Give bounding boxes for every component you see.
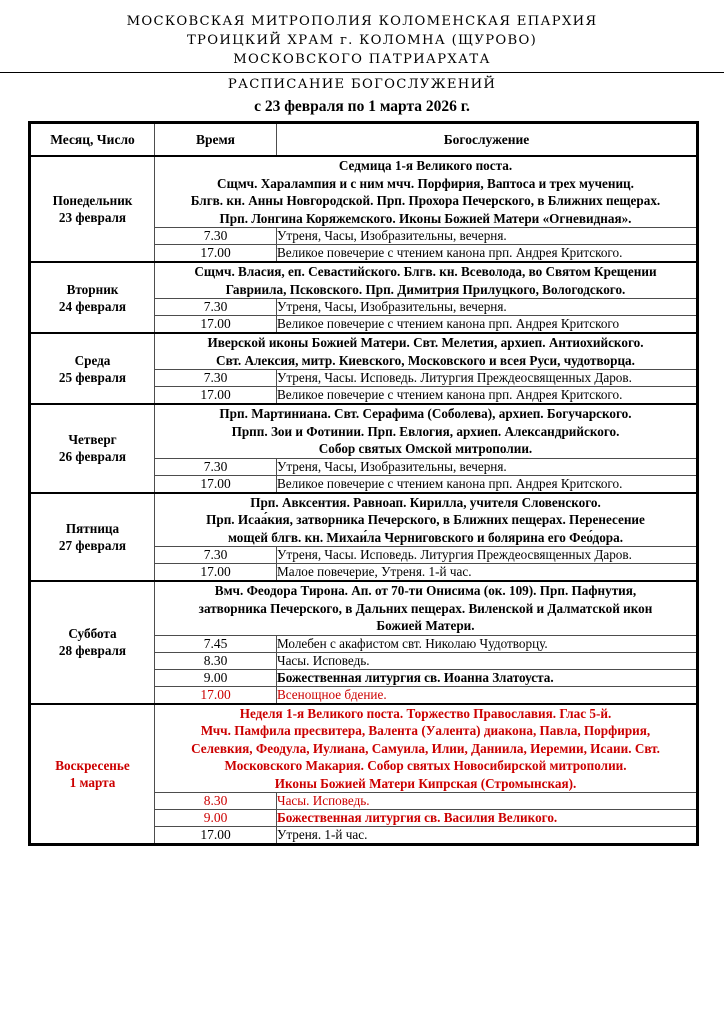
feast-heading-5 [155, 493, 698, 547]
feast-heading-line: Седмица 1-я Великого поста. [338, 158, 513, 173]
feast-heading-line: Неделя 1-я Великого поста. Торжество Православия. Глас 5-й. [239, 705, 612, 721]
day-date: 25 февраля [58, 369, 127, 385]
schedule-title: РАСПИСАНИЕ БОГОСЛУЖЕНИЙ [227, 77, 497, 92]
schedule-table [28, 121, 699, 846]
day-name: Суббота [68, 626, 117, 642]
feast-heading-line: Сщмч. Власия, еп. Севастийского. Блгв. кн. Всеволода, во Святом Крещении [194, 264, 657, 279]
feast-heading-line: Прп. Авксентия. Равноап. Кирилла, учителя Словенского. [250, 494, 601, 510]
feast-heading-line: Свт. Алексия, митр. Киевского, Московского и всея Руси, чудотворца. [216, 352, 635, 368]
service-description: Великое повечерие с чтением канона прп. Андрея Критского [277, 316, 698, 334]
feast-heading-line: Иверской иконы Божией Матери. Свт. Мелетия, архиеп. Антиохийского. [207, 335, 644, 350]
document-header [0, 0, 724, 121]
service-time: 17.00 [155, 245, 277, 263]
day-label-2 [30, 262, 155, 333]
service-time: 17.00 [155, 475, 277, 493]
service-description: Утреня, Часы, Изобразительны, вечерня. [277, 228, 698, 245]
service-time: 9.00 [155, 669, 277, 686]
feast-heading-1 [155, 156, 698, 228]
feast-heading-line: Божией Матери. [376, 618, 475, 633]
feast-heading-line: Гавриила, Псковского. Прп. Димитрия Прилуцкого, Вологодского. [225, 281, 626, 297]
feast-heading-line: Мчч. Памфила пресвитера, Валента (Уалента) диакона, Павла, Порфирия, [200, 723, 651, 738]
day-label-5 [30, 493, 155, 582]
service-description: Великое повечерие с чтением канона прп. Андрея Критского. [277, 387, 698, 405]
feast-heading-line: Прп. Лонгина Коряжемского. Иконы Божией Матери «Огневидная». [219, 210, 632, 226]
day-label-4 [30, 404, 155, 493]
feast-heading-line: Московского Макария. Собор святых Новосибирской митрополии. [224, 758, 627, 773]
service-description: Утреня, Часы, Изобразительны, вечерня. [277, 458, 698, 475]
day-label-6 [30, 581, 155, 704]
service-time: 8.30 [155, 652, 277, 669]
date-range: с 23 февраля по 1 марта 2026 г. [254, 98, 470, 115]
day-name: Четверг [68, 432, 117, 448]
feast-heading-line: Вмч. Феодора Тирона. Ап. от 70-ти Онисима (ок. 109). Прп. Пафнутия, [214, 583, 637, 598]
day-name: Пятница [65, 520, 120, 536]
service-description: Великое повечерие с чтением канона прп. Андрея Критского. [277, 245, 698, 263]
day-label-7 [30, 704, 155, 845]
schedule-table-wrapper [0, 121, 724, 846]
service-time: 7.30 [155, 458, 277, 475]
service-time: 7.45 [155, 635, 277, 652]
day-date: 1 марта [69, 774, 116, 790]
day-block-heading-row [30, 333, 698, 370]
service-description: Всенощное бдение. [277, 686, 698, 704]
org-line-3: МОСКОВСКОГО ПАТРИАРХАТА [233, 52, 491, 67]
day-name: Понедельник [52, 193, 133, 208]
day-block-heading-row [30, 704, 698, 793]
service-time: 7.30 [155, 370, 277, 387]
service-time: 7.30 [155, 299, 277, 316]
day-block-heading-row [30, 581, 698, 635]
service-description: Утреня, Часы. Исповедь. Литургия Преждеосвященных Даров. [277, 370, 698, 387]
service-time: 17.00 [155, 827, 277, 845]
service-description: Утреня, Часы. Исповедь. Литургия Преждеосвященных Даров. [277, 547, 698, 564]
feast-heading-4 [155, 404, 698, 458]
service-description: Божественная литургия св. Иоанна Златоуста. [277, 669, 698, 686]
day-date: 23 февраля [58, 210, 127, 225]
feast-heading-line: Селевкия, Феодула, Иулиана, Самуила, Илии, Даниила, Иеремии, Исаии. Свт. [191, 740, 660, 756]
day-block-heading-row [30, 262, 698, 299]
service-description: Утреня, Часы, Изобразительны, вечерня. [277, 299, 698, 316]
column-header-time: Время [155, 123, 277, 157]
service-time: 7.30 [155, 228, 277, 245]
day-date: 26 февраля [58, 449, 127, 465]
day-label-1 [30, 156, 155, 262]
org-line-1: МОСКОВСКАЯ МИТРОПОЛИЯ КОЛОМЕНСКАЯ ЕПАРХИЯ [126, 14, 598, 29]
service-description: Часы. Исповедь. [277, 793, 698, 810]
service-time: 7.30 [155, 547, 277, 564]
day-date: 24 февраля [58, 298, 127, 314]
column-header-date: Месяц, Число [30, 123, 155, 157]
day-block-heading-row [30, 156, 698, 228]
service-description: Божественная литургия св. Василия Великого. [277, 810, 698, 827]
feast-heading-3 [155, 333, 698, 370]
day-date: 27 февраля [58, 537, 127, 553]
day-label-3 [30, 333, 155, 404]
service-description: Часы. Исповедь. [277, 652, 698, 669]
service-time: 17.00 [155, 564, 277, 582]
column-header-service: Богослужение [277, 123, 698, 157]
day-name: Среда [74, 352, 111, 368]
service-description: Великое повечерие с чтением канона прп. Андрея Критского. [277, 475, 698, 493]
day-date: 28 февраля [58, 643, 127, 659]
service-description: Малое повечерие, Утреня. 1-й час. [277, 564, 698, 582]
feast-heading-2 [155, 262, 698, 299]
feast-heading-line: Прпп. Зои и Фотинии. Прп. Евлогия, архиеп. Александрийского. [231, 423, 620, 439]
feast-heading-line: Прп. Мартиниана. Свт. Серафима (Соболева), архиеп. Богучарского. [219, 406, 632, 421]
feast-heading-line: Сщмч. Харалампия и с ним мчч. Порфирия, Ваптоса и трех мучениц. [217, 175, 634, 191]
day-name: Вторник [66, 281, 119, 297]
service-time: 17.00 [155, 387, 277, 405]
feast-heading-line: Прп. Исаа́кия, затворника Печерского, в Ближних пещерах. Перенесение [206, 512, 645, 527]
feast-heading-7 [155, 704, 698, 793]
service-time: 9.00 [155, 810, 277, 827]
day-block-heading-row [30, 493, 698, 547]
service-description: Молебен с акафистом свт. Николаю Чудотворцу. [277, 635, 698, 652]
schedule-table-body [30, 156, 698, 845]
feast-heading-line: мощей блгв. кн. Михаи́ла Черниговского и болярина его Фео́дора. [227, 529, 624, 545]
feast-heading-line: Собор святых Омской митрополии. [318, 441, 533, 456]
feast-heading-6 [155, 581, 698, 635]
feast-heading-line: Блгв. кн. Анны Новгородской. Прп. Прохора Печерского, в Ближних пещерах. [190, 193, 661, 208]
feast-heading-line: затворника Печерского, в Дальних пещерах. Виленской и Далматской икон [198, 600, 653, 616]
feast-heading-line: Иконы Божией Матери Кипрская (Стромынская). [274, 775, 577, 791]
service-time: 17.00 [155, 316, 277, 334]
service-description: Утреня. 1-й час. [277, 827, 698, 845]
day-block-heading-row [30, 404, 698, 458]
org-line-2: ТРОИЦКИЙ ХРАМ г. КОЛОМНА (ЩУРОВО) [186, 33, 538, 48]
day-name: Воскресенье [55, 757, 130, 773]
table-header-row [30, 123, 698, 157]
service-time: 8.30 [155, 793, 277, 810]
service-time: 17.00 [155, 686, 277, 704]
